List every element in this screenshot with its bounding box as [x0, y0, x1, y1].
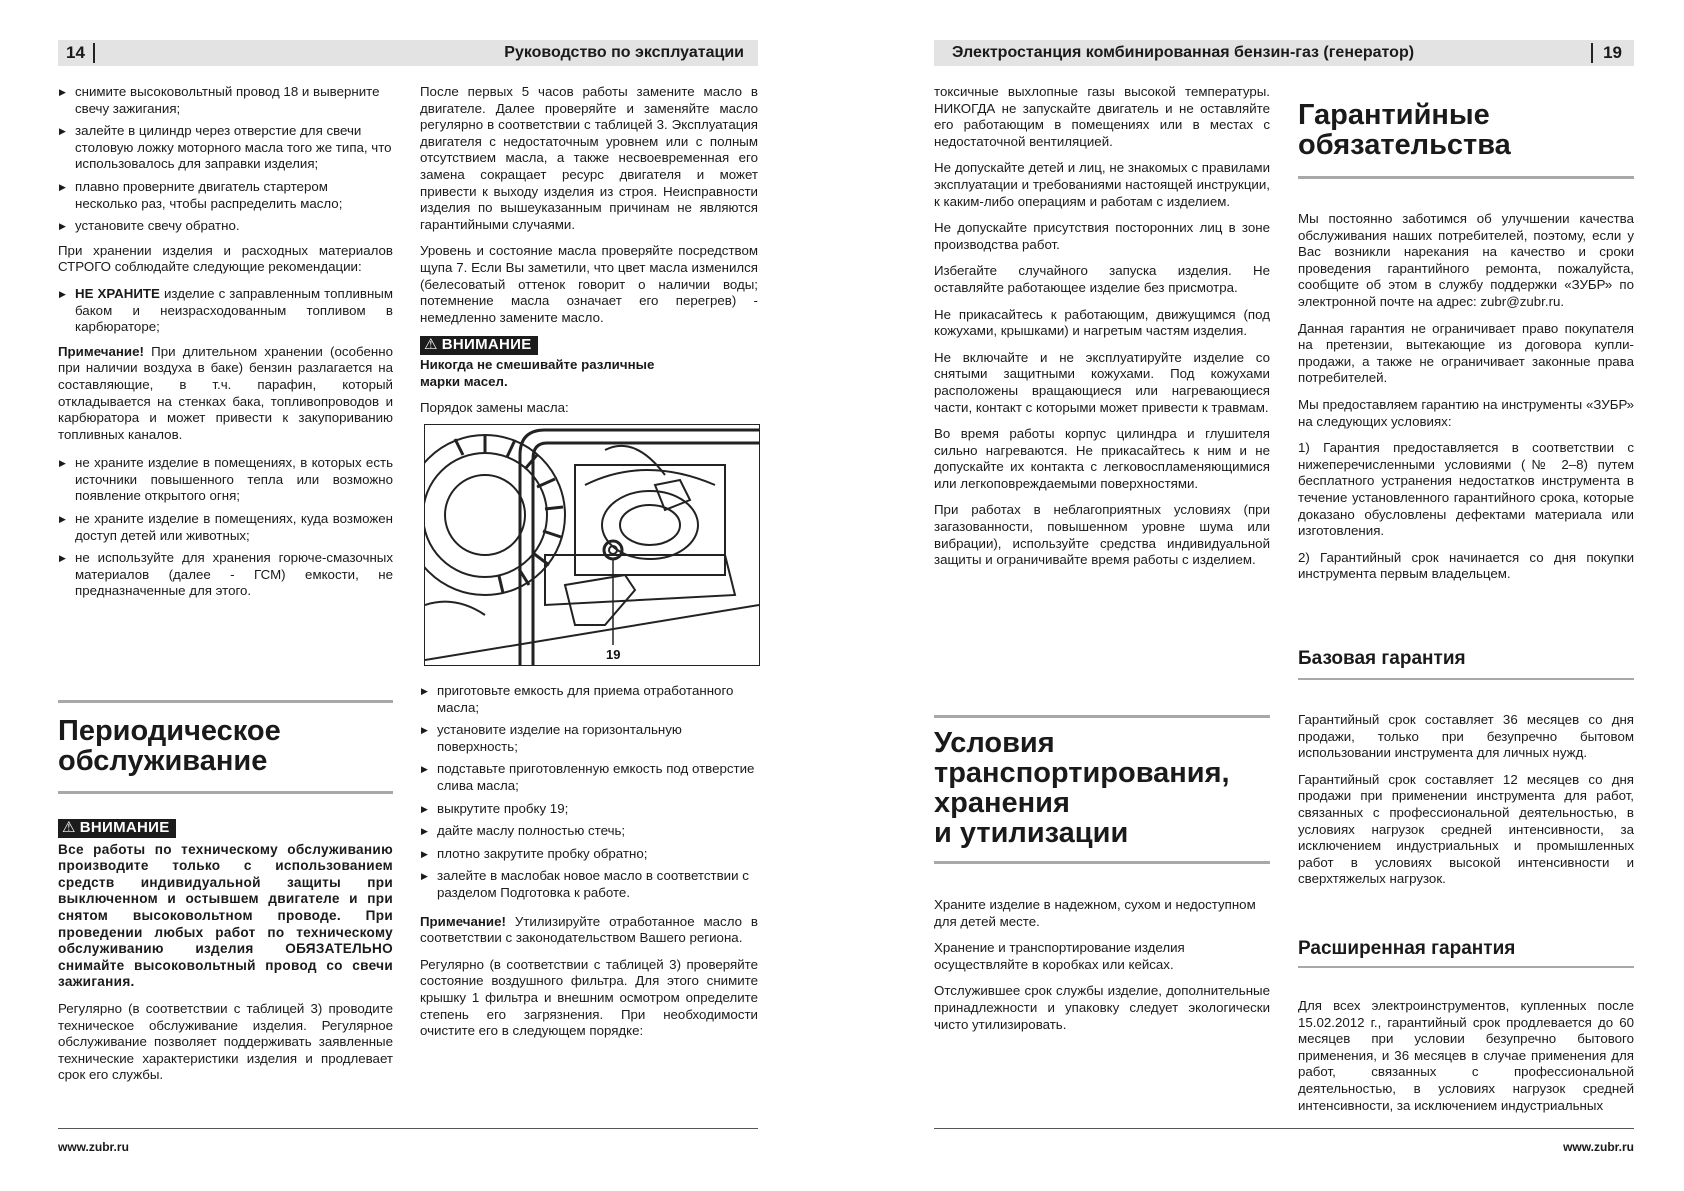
section-heading — [58, 716, 393, 776]
section-rule — [58, 700, 393, 703]
note-label: Примечание! — [420, 913, 506, 929]
right-column-2 — [1298, 211, 1634, 593]
bullet-list — [58, 84, 393, 235]
list-item: ▶ не храните изделие в помещениях, куда возможен доступ детей или животных; — [58, 511, 393, 544]
section-title-line: обслуживание — [58, 745, 268, 777]
paragraph: Хранение и транспортирование изделия осуществляйте в коробках или кейсах. — [934, 940, 1185, 972]
footer-rule — [934, 1128, 1634, 1129]
warning-badge-wrap — [420, 336, 758, 355]
section-title-line: транспортирования, — [934, 757, 1230, 789]
footer-rule — [58, 1128, 758, 1129]
left-column-1-lower — [58, 819, 393, 1094]
list-item: ▶ залейте в цилиндр через отверстие для свечи столовую ложку моторного масла того же типа, что использовалось для заправки изделия; — [58, 123, 393, 173]
paragraph: Не допускайте присутствия посторонних лиц в зоне производства работ. — [934, 220, 1270, 252]
paragraph: токсичные выхлопные газы высокой температуры. НИКОГДА не запускайте двигатель и не оставляйте его работающим в помещениях или в местах с недостаточной вентиляцией. — [934, 84, 1270, 149]
basic-warranty-heading — [1298, 648, 1634, 670]
storage-paragraph: При хранении изделия и расходных материалов СТРОГО соблюдайте следующие рекомендации: — [58, 242, 393, 275]
paragraph: Мы предоставляем гарантию на инструменты «ЗУБР» на следующих условиях: — [1298, 396, 1634, 429]
filter-paragraph: Регулярно (в соответствии с таблицей 3) проверяйте состояние воздушного фильтра. Для этого снимите крышку 1 фильтра и внешним осмотром определите степень его загрязнения. При необходимости очистите его в следующем порядке: — [420, 956, 758, 1039]
warning-badge — [420, 336, 538, 355]
bullet-list — [420, 683, 758, 902]
list-item: ▶ плавно проверните двигатель стартером несколько раз, чтобы распределить масло; — [58, 179, 393, 212]
basic-warranty-text — [1298, 712, 1634, 898]
note-paragraph — [420, 914, 758, 947]
note-text: Утилизируйте отработанное масло в соответствии с законодательством Вашего региона. — [420, 913, 758, 946]
section-rule — [1298, 176, 1634, 179]
warning-text: Никогда не смешивайте различные марки масел. — [420, 356, 655, 389]
section-rule — [1298, 678, 1634, 680]
left-column-1 — [58, 84, 393, 608]
engine-drain-figure — [424, 424, 760, 666]
section-rule — [934, 715, 1270, 718]
note-text: При длительном хранении (особенно при наличии воздуха в баке) бензин разлагается на составляющие, в т.ч. парафин, который откладывается на стенках бака, топливопроводов и карбюратора и может привести к закупориванию топливных каналов. — [58, 343, 393, 442]
paragraph: Для всех электроинструментов, купленных после 15.02.2012 г., гарантийный срок продлевается до 60 месяцев при условии безупречно бытового применения, и 36 месяцев в случае применения для работ, связанных с профессиональной деятельностью, в условиях нагрузок средней интенсивности, за исключением индустриальных — [1298, 998, 1634, 1113]
section-title-line: и утилизации — [934, 817, 1129, 849]
extended-warranty-heading — [1298, 938, 1634, 960]
paragraph: Избегайте случайного запуска изделия. Не оставляйте работающее изделие без присмотра. — [934, 263, 1270, 295]
section-title-line: Периодическое — [58, 715, 281, 747]
footer-url[interactable]: www.zubr.ru — [58, 1140, 129, 1154]
list-item: ▶ не храните изделие в помещениях, в которых есть источники повышенного тепла или возможно появление открытого огня; — [58, 455, 393, 505]
paragraph: Не прикасайтесь к работающим, движущимся (под кожухами, крышками) и нагретым частям изделия. — [934, 306, 1270, 339]
figure-callout-19: 19 — [606, 647, 621, 662]
header-title: Руководство по эксплуатации — [504, 44, 744, 61]
paragraph: Гарантийный срок составляет 12 месяцев со дня продажи при применении инструмента для работ, связанных с профессиональной деятельностью, в условиях нагрузок средней интенсивности, за исключением индустриальных и промышленных работ в условиях высокой интенсивности и сверхтяжелых нагрузок. — [1298, 771, 1634, 887]
warning-label: ВНИМАНИЕ — [79, 819, 170, 836]
oil-order-label: Порядок замены масла: — [420, 400, 569, 416]
page-number: 14 — [66, 43, 85, 62]
paragraph: Храните изделие в надежном, сухом и недоступном для детей месте. — [934, 897, 1256, 929]
section-rule — [58, 791, 393, 794]
subsection-title: Расширенная гарантия — [1298, 938, 1516, 959]
oil-level-paragraph: Уровень и состояние масла проверяйте посредством щупа 7. Если Вы заметили, что цвет масла изменился (белесоватый оттенок говорит о наличии воды; потемнение масла означает его перегрев) - немедленно замените масло. — [420, 243, 758, 325]
list-item-text: изделие с заправленным топливным баком и неизрасходованным топливом в карбюраторе; — [75, 285, 393, 335]
section-title-line: Условия — [934, 727, 1055, 759]
section-title-line: Гарантийные — [1298, 99, 1490, 131]
bold-phrase: НЕ ХРАНИТЕ — [75, 285, 160, 301]
right-column-1-lower — [934, 897, 1270, 1043]
list-item: ▶ залейте в маслобак новое масло в соответствии с разделом Подготовка к работе. — [420, 868, 758, 901]
right-column-1 — [934, 84, 1270, 579]
paragraph: Не допускайте детей и лиц, не знакомых с правилами эксплуатации и требованиями настоящей инструкции, к каким-либо операциям и работам с изделием. — [934, 160, 1270, 209]
warning-text: Все работы по техническому обслуживанию производите только с использованием средств индивидуальной защиты при выключенном и остывшем двигателе и при снятом высоковольтном проводе. При проведении любых работ по техническому обслуживанию изделия ОБЯЗАТЕЛЬНО снимайте высоковольтный провод со свечи зажигания. — [58, 841, 393, 990]
note-label: Примечание! — [58, 343, 144, 359]
paragraph: Гарантийный срок составляет 36 месяцев со дня продажи, только при безупречно бытовом использовании инструмента для личных нужд. — [1298, 712, 1634, 761]
subsection-title: Базовая гарантия — [1298, 648, 1466, 669]
section-title-line: хранения — [934, 787, 1070, 819]
list-item: ▶ плотно закрутите пробку обратно; — [420, 846, 758, 863]
list-item: ▶ снимите высоковольтный провод 18 и выверните свечу зажигания; — [58, 84, 393, 117]
paragraph: Данная гарантия не ограничивает право покупателя на претензии, вытекающие из договора купли-продажи, а также не ограничивает законные права потребителей. — [1298, 320, 1634, 386]
engine-drain-illustration — [425, 425, 759, 665]
list-item: ▶ установите свечу обратно. — [58, 218, 393, 235]
list-item — [58, 286, 393, 336]
list-item: ▶ подставьте приготовленную емкость под отверстие слива масла; — [420, 761, 758, 794]
right-page — [842, 0, 1684, 1191]
oil-paragraph: После первых 5 часов работы замените масло в двигателе. Далее проверяйте и заменяйте масло регулярно в соответствии с таблицей 3. Эксплуатация двигателя с недостаточным уровнем или с полным отсутствием масла, а также несвоевременная его замена сокращает ресурс двигателя и может привести к выходу изделия из строя. Неисправности изделия по вышеуказанным причинам не являются гарантийными случаями. — [420, 84, 758, 232]
page-header-left — [58, 40, 758, 66]
bullet-list — [58, 455, 393, 600]
bullet-list — [58, 286, 393, 336]
paragraph: Мы постоянно заботимся об улучшении качества обслуживания наших потребителей, поэтому, если у Вас возникли нарекания на качество и сроки проведения гарантийного ремонта, пожалуйста, сообщите об этом в службу поддержки «ЗУБР» по электронной почте на адрес: zubr@zubr.ru. — [1298, 211, 1634, 309]
footer-url[interactable]: www.zubr.ru — [1563, 1140, 1634, 1154]
list-item: ▶ установите изделие на горизонтальную поверхность; — [420, 722, 758, 755]
section-rule — [934, 861, 1270, 864]
left-column-2 — [420, 84, 758, 427]
list-item: ▶ дайте маслу полностью стечь; — [420, 823, 758, 840]
note-paragraph — [58, 344, 393, 444]
section-rule — [1298, 966, 1634, 968]
paragraph: Во время работы корпус цилиндра и глушителя сильно нагреваются. Не прикасайтесь к ним и не допускайте их контакта с легковоспламеняющимися или легкоповреждаемыми поверхностями. — [934, 426, 1270, 491]
warranty-heading — [1298, 100, 1634, 160]
page-number: 19 — [1603, 43, 1622, 62]
section-title-line: обязательства — [1298, 129, 1511, 161]
list-item: ▶ приготовьте емкость для приема отработанного масла; — [420, 683, 758, 716]
regular-paragraph: Регулярно (в соответствии с таблицей 3) проводите техническое обслуживание изделия. Регулярное обслуживание позволяет поддерживать заявленные технические характеристики изделия и продлевает срок его службы. — [58, 1000, 393, 1083]
list-item: ▶ не используйте для хранения горюче-смазочных материалов (далее - ГСМ) емкости, не предназначенные для этого. — [58, 550, 393, 600]
warning-badge-wrap — [58, 819, 393, 838]
left-column-2-lower — [420, 683, 758, 1050]
paragraph: Не включайте и не эксплуатируйте изделие со снятыми защитными кожухами. Под кожухами расположены вращающиеся или нагревающиеся части, контакт с которыми может привести к травмам. — [934, 349, 1270, 415]
paragraph: 2) Гарантийный срок начинается со дня покупки инструмента первым владельцем. — [1298, 549, 1634, 582]
warning-icon: ⚠ — [424, 336, 438, 354]
header-title: Электростанция комбинированная бензин-газ (генератор) — [952, 44, 1415, 61]
list-item: ▶ выкрутите пробку 19; — [420, 801, 758, 818]
extended-warranty-text — [1298, 998, 1634, 1124]
paragraph: При работах в неблагоприятных условиях (при загазованности, повышенном уровне шума или вибрации), используйте средства индивидуальной защиты и ограничивайте время работы с изделием. — [934, 502, 1270, 568]
warning-icon: ⚠ — [62, 819, 76, 836]
paragraph: Отслужившее срок службы изделие, дополнительные принадлежности и упаковку следует экологически чисто утилизировать. — [934, 983, 1270, 1032]
warning-label: ВНИМАНИЕ — [441, 336, 532, 354]
page-header-right — [934, 40, 1634, 66]
paragraph: 1) Гарантия предоставляется в соответствии с нижеперечисленными условиями (№ 2–8) путем бесплатного устранения недостатков инструмента в течение установленного гарантийного срока, которые доказано обусловлены дефектами материала или изготовления. — [1298, 440, 1634, 539]
warning-badge — [58, 819, 176, 838]
section-heading — [934, 728, 1270, 848]
